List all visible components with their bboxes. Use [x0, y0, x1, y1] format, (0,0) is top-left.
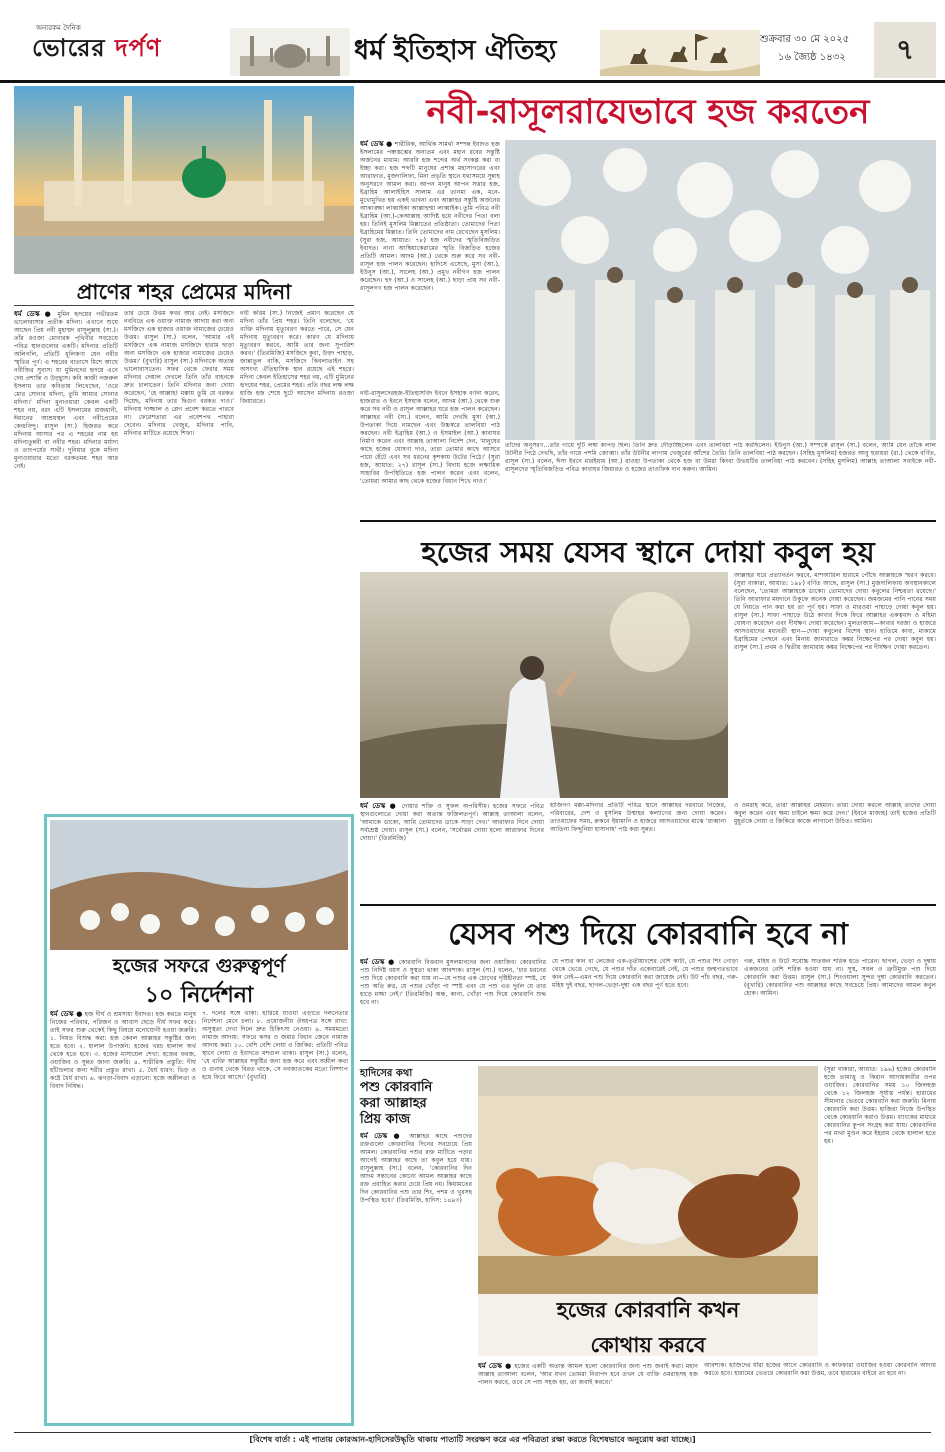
madina-column-1: [14, 310, 118, 790]
dua-col1-text: দোয়ার শক্তি ও সুফল অপরিসীম। হজের সফরে পবিত্র স্থানগুলোতে দোয়া করা অত্যন্ত ফজিলতপূর্ণ। আল্লাহ তাআলা বলেন, 'আমাকে ডাকো, আমি তোমাদের ডাকে সাড়া দেব।' আরাফার দিনে দোয়া সর্বশ্রেষ্ঠ দোয়া। রাসুল (সা.) বলেন, 'সর্বোত্তম দোয়া হলো আরাফার দিনের দোয়া।' (তিরমিজি): [360, 803, 544, 842]
madina-headline-rule: [14, 305, 354, 306]
hadith-byline: ধর্ম ডেস্ক ●: [360, 1132, 404, 1140]
hajj-guide-column-2: ৭. দলের সঙ্গে থাকা: হারিয়ে যাওয়া এড়াতে দলনেতার নির্দেশনা মেনে চলা। ৮. প্রয়োজনীয় ঔষধপত্র সঙ্গে রাখা: অসুস্থতা দেখা দিলে দ্রুত চিকিৎসা নেওয়া। ৯. সময়মতো নামাজ আদায়: সফরে কসর ও জমার বিধান জেনে নামাজ আদায় করা। ১০. বেশি বেশি দোয়া ও জিকির: প্রতিটি পবিত্র স্থানে দোয়া ও ইবাদতে মশগুল থাকা। রাসুল (সা.) বলেন, 'যে ব্যক্তি আল্লাহর সন্তুষ্টির জন্য হজ করে এবং অশ্লীল কথা ও গুনাহ থেকে বিরত থাকে, সে নবজাতকের মতো নিষ্পাপ হয়ে ফিরে আসে।' (বুখারি): [202, 1010, 348, 1081]
hajj-pilgrims-mountain-photo: [50, 820, 348, 950]
dua-article-bottom-rule: [360, 904, 936, 906]
dua-headline: হজের সময় যেসব স্থানে দোয়া কবুল হয়: [421, 535, 875, 569]
qurbani-col1-text: কোরবানি বিত্তবান মুসলমানদের জন্য ওয়াজিব। কোরবানির পশু নির্দিষ্ট বয়স ও সুস্থতা থাকা আবশ্যক। রাসুল (সা.) বলেন, 'চার ধরনের পশু দিয়ে কোরবানি করা যায় না—যে পশুর এক চোখের দৃষ্টিহীনতা স্পষ্ট, যে পশু অতি রুগ্ন, যে পশুর খোঁড়া পা স্পষ্ট এবং যে পশু এত দুর্বল যে তার হাড়ে মজ্জা নেই।' (তিরমিজি) অন্ধ, কানা, খোঁড়া পশু দিয়ে কোরবানি শুদ্ধ হবে না।: [360, 959, 546, 1006]
hajj-qurbani-headline: [478, 1294, 818, 1364]
qurbani-byline: ধর্ম ডেস্ক ●: [360, 958, 396, 966]
main-column-3: তাঁদের অনুসরণ...তাঁর গায়ে দুটি লম্বা কাপড় ছিল। তিনি দ্রুত দৌড়াচ্ছিলেন এবং তালবিয়া পাঠ করছিলেন। ইউনুস (আ.) সম্পর্কে রাসূল (সা.) বলেন, আমি যেন তাঁকে লাল উটনীর পিঠে দেখছি, তাঁর গায়ে পশমি জোব্বা। তাঁর উটনীর লাগাম খেজুরের আঁশের তৈরি। তিনি তালবিয়া পাঠ করছেন। (সহিহ মুসলিম) হজরত আবু হুরায়রা (রা.) থেকে বর্ণিত, রাসূল (সা.) বলেন, ঈসা ইবনে মারইয়াম (আ.) রাওহা উপত্যকা থেকে হজ বা উমরা কিংবা উভয়টির তালবিয়া পাঠ করবেন। (সহিহ মুসলিম) আল্লাহ তাআলা সবাইকে নবী-রাসূলদের স্মৃতিবিজড়িত পবিত্র কাবাঘর জিয়ারত ও হজের তাওফিক দান করুন। আমিন।: [505, 442, 936, 473]
qurbani-article-bottom-rule: [360, 1060, 936, 1061]
qurbani-column-2: যে পশুর কান বা লেজের এক-তৃতীয়াংশের বেশি কাটা, যে পশুর শিং গোড়া থেকে ভেঙে গেছে, যে পশুর দাঁত একেবারেই নেই, যে পশুর জন্মগতভাবে কান নেই—এমন পশু দিয়ে কোরবানি করা জায়েজ নেই। উট পাঁচ বছর, গরু-মহিষ দুই বছর, ছাগল-ভেড়া-দুম্বা এক বছর পূর্ণ হতে হবে।: [552, 958, 738, 989]
madina-mosque-photo: [14, 86, 354, 274]
hajj-guide-col1-text: হজ দীর্ঘ ও শ্রমসাধ্য ইবাদত। হজ করতে মানুষ নিজের পরিবার, পরিজন ও আবাস ছেড়ে দীর্ঘ সফর করে। তাই সফর শুরু থেকেই কিছু বিষয়ে মনোযোগী হওয়া জরুরি। ১. নিয়ত বিশুদ্ধ করা: হজ কেবল আল্লাহর সন্তুষ্টির জন্য হতে হবে। ২. হালাল উপার্জন: হজের খরচ হালাল অর্থ থেকে হতে হবে। ৩. হজের মাসায়েল শেখা: হজের ফরজ, ওয়াজিব ও সুন্নত জানা জরুরি। ৪. শারীরিক প্রস্তুতি: দীর্ঘ হাঁটাচলার জন্য শরীর প্রস্তুত রাখা। ৫. ধৈর্য ধারণ: ভিড় ও কষ্টে ধৈর্য রাখা। ৬. ঝগড়া-বিবাদ এড়ানো: হজে অশ্লীলতা ও বিবাদ নিষিদ্ধ।: [50, 1011, 196, 1090]
hadith-body: [360, 1132, 472, 1354]
dua-column-3: ও ওমরাহ করে, তারা আল্লাহর মেহমান। তারা দোয়া করলে আল্লাহ তাদের দোয়া কবুল করেন এবং ক্ষমা চাইলে ক্ষমা করে দেন।' (ইবনে মাজাহ) তাই হজের প্রতিটি মুহূর্তকে দোয়া ও জিকিরে কাজে লাগানো উচিত। আমিন।: [734, 802, 936, 825]
madina-col1-text: মুমিন হৃদয়ের গভীরতম ভালোবাসার প্রতীক মদিনা। এখানে শুয়ে আছেন প্রিয় নবী মুহাম্মদ রাসুলুল্লাহ (সা.)। তাঁর রওজা মোবারক পৃথিবীর সবচেয়ে পবিত্র স্থানগুলোর একটি। মদিনার প্রতিটি অলিগলি, প্রতিটি ধূলিকণা যেন নবীর স্মৃতির পূর্ণ। এ শহরের বাতাসে মিশে আছে নবীজির সুবাস। যা মুমিনদের হৃদয়ে এনে দেয় প্রশান্তি ও উচ্ছ্বাস। কবি কাজী নজরুল ইসলাম তার কবিতায় লিখেছেন, 'ওরে মোর সোনার মদিনা, তুমি আমার সোনার মদিনা।' মদিনা মুনাওয়ারা কেবল একটি শহর নয়, বরং এটি ইসলামের রাজধানী, ঈমানের আশ্রয়স্থল এবং নবীপ্রেমের কেন্দ্রবিন্দু। রাসুল (সা.) হিজরত করে মদিনায় আসার পর এ শহরের নাম হয় মদিনাতুন্নবী বা নবীর শহর। মদিনার মর্যাদা ও তাৎপর্যের সাথী। দুনিয়ার বুকে মদিনা মুনাওয়ারার মতো বরকতময় শহর আর নেই।: [14, 311, 118, 470]
main-column-2: নবী-রাসূলদেরহজ-ইতিহাসবিদ ইবনে ইসহাক বর্ণনা করেন, হাজরাত ও ইবনে ইসহাক বলেন, আদম (আ.) থেকে শুরু করে সব নবী ও রাসূল আল্লাহর ঘরে হজ পালন করেছেন। আল্লাহর নবী (সা.) বলেন, আমি দেখছি মুসা (আ.) উপত্যকা দিয়ে নামছেন এবং উচ্চস্বরে তালবিয়া পাঠ করছেন। নবী ইব্রাহিম (আ.) ও ইসমাইল (আ.) কাবাঘর নির্মাণ করেন এবং আল্লাহ তাআলা নির্দেশ দেন, 'মানুষের কাছে হজের ঘোষণা দাও, তারা তোমার কাছে আসবে পায়ে হেঁটে এবং সব ধরনের কৃশকায় উটের পিঠে।' (সুরা হজ, আয়াত: ২৭) রাসূল (সা.) বিদায় হজে লক্ষাধিক সাহাবির উপস্থিতিতে হজ পালন করেন এবং বলেন, 'তোমরা আমার কাছ থেকে হজের বিধান শিখে নাও।': [360, 390, 500, 485]
footer-notice: [বিশেষ বার্তা : এই পাতায় কোরআন-হাদিসেরউদ্ধৃতি থাকায় পাতাটি সংরক্ষণ করে এর পবিত্রতা রক্ষা করতে বিশেষভাবে অনুরোধ করা যাচ্ছে।]: [14, 1432, 931, 1449]
mosque-skyline-illustration: [230, 28, 350, 76]
brand-name-part2: দর্পণ: [105, 34, 162, 62]
hadith-body-text: আল্লাহর কাছে পশুদের রক্তগুলো কোরবানির দিনের সবচেয়ে প্রিয় আমল। কোরবানির পশুর রক্ত মাটিতে পড়ার আগেই আল্লাহর কাছে তা কবুল হয়ে যায়। রাসুলুল্লাহ (সা.) বলেন, 'কোরবানির দিন আদম সন্তানের কোনো আমল আল্লাহর কাছে রক্ত প্রবাহিত করার চেয়ে প্রিয় নয়। কিয়ামতের দিন কোরবানির পশু তার শিং, পশম ও খুরসহ উপস্থিত হবে।' (তিরমিজি, হাদিস: ১৪৯৩): [360, 1133, 472, 1204]
brand-tagline: অন্যরকম দৈনিক: [36, 24, 81, 32]
hadith-kicker: হাদিসের কথা: [360, 1068, 413, 1079]
dua-column-1: [360, 802, 544, 898]
page-number: ৭: [874, 22, 936, 78]
madina-byline: ধর্ম ডেস্ক ●: [14, 310, 54, 318]
hajj-guide-headline-line2: ১০ নির্দেশনা: [144, 983, 254, 1008]
section-title: ধর্ম ইতিহাস ঐতিহ্য: [354, 35, 557, 66]
hadith-side-column: (সুরা বাকারা, আয়াত: ১৯৬) হজের কোরবানি হজে তামাত্তু ও কিরান আদায়কারীর ওপর ওয়াজিব। কোরবানির সময় ১০ জিলহজ থেকে ১২ জিলহজ সূর্যাস্ত পর্যন্ত। হারামের সীমানার ভেতরে কোরবানি করা জরুরি। মিনায় কোরবানি করা উত্তম। হাজিরা নিজে উপস্থিত থেকে কোরবানি করাও উত্তম। ব্যাংকের মাধ্যমে কোরবানির কুপন সংগ্রহ করা যায়। কোরবানির পর মাথা মুণ্ডন করে ইহরাম থেকে হালাল হতে হয়।: [824, 1066, 936, 1145]
dua-byline: ধর্ম ডেস্ক ●: [360, 802, 398, 810]
hajj-qurbani-byline: ধর্ম ডেস্ক ●: [478, 1362, 512, 1370]
hajj-qurbani-headline-line2: কোথায় করবে: [590, 1333, 706, 1357]
madina-column-2: তার চেয়ে উত্তম কবর আর নেই। মসজিদে নববিতে এক ওয়াক্ত নামাজ আদায় করা অন্য মসজিদে এক হাজার ওয়াক্ত নামাজের চেয়েও উত্তম। রাসুল (সা.) বলেন, 'আমার এই মসজিদে এক নামাজ মসজিদে হারাম ছাড়া অন্য মসজিদে এক হাজার নামাজের চেয়েও উত্তম।' (বুখারি) রাসুল (সা.) মদিনাকে অত্যন্ত ভালোবাসতেন। সফর থেকে ফেরার সময় মদিনার দেয়াল দেখলে তিনি তাঁর বাহনকে দ্রুত চালাতেন। তিনি মদিনার জন্য দোয়া করেছেন, 'হে আল্লাহ! মক্কায় তুমি যে বরকত দিয়েছ, মদিনায় তার দ্বিগুণ বরকত দাও।' মদিনায় দাজ্জাল ও প্লেগ প্রবেশ করতে পারবে না। ফেরেশতারা এর প্রবেশপথ পাহারা দেবেন। মদিনার খেজুর, মদিনার পানি, মদিনার মাটিতে রয়েছে শিফা।: [124, 310, 234, 437]
date-gregorian: শুক্রবার ৩০ মে ২০২৫: [760, 34, 850, 45]
dua-side-column: আল্লাহর ঘরে প্রত্যাবর্তন করবে, মাশআরিল হারামে পৌঁছে আল্লাহকে স্মরণ করবে। (সুরা বাকারা, আয়াত: ১৯৮) বর্ণিত আছে, রাসুল (সা.) মুজদালিফায় অবস্থানকালে বলেছেন, 'তোমরা আল্লাহকে ডাকো। তোমাদের দোয়া কবুলের নিশ্চয়তা রয়েছে।' তিনি আরাফার ময়দানে উকুফে অনেক দোয়া করেছেন। জমজমের পানি পানের সময় যে নিয়তে পান করা হয় তা পূর্ণ হয়। সাফা ও মারওয়া পাহাড়ে দোয়া কবুল হয়। রাসুল (সা.) সাফা পাহাড়ে উঠে কাবার দিকে ফিরে আল্লাহর একত্ববাদ ও মহিমা ঘোষণা করেছেন এবং দীর্ঘক্ষণ দোয়া করেছেন। মুলতাজাম—কাবার দরজা ও হাজরে আসওয়াদের মধ্যবর্তী স্থান—দোয়া কবুলের বিশেষ স্থান। হাতিমে কাবা, মাকামে ইব্রাহিমের পেছনে এবং মিনায় জামারাতে কঙ্কর নিক্ষেপের পর দোয়া কবুল হয়। রাসুল (সা.) প্রথম ও দ্বিতীয় জামারায় কঙ্কর নিক্ষেপের পর দীর্ঘক্ষণ দোয়া করতেন।: [734, 572, 936, 651]
hajj-qurbani-headline-line1: হজের কোরবানি কখন: [556, 1298, 740, 1322]
hajj-guide-headline-line1: হজের সফরে গুরুত্বপূর্ণ: [112, 955, 286, 977]
qurbani-headline: যেসব পশু দিয়ে কোরবানি হবে না: [448, 917, 848, 952]
hadith-headline-line4: প্রিয় কাজ: [360, 1112, 411, 1127]
camel-caravan-illustration: [600, 30, 760, 76]
brand-name-part1: ভোরের: [32, 34, 106, 62]
main-headline: নবী-রাসূলরাযেভাবে হজ করতেন: [426, 92, 870, 132]
hajj-qurbani-column-1: [478, 1362, 698, 1424]
hadith-headline: [360, 1080, 472, 1128]
newspaper-logo: [32, 30, 161, 70]
hajj-qurbani-col1-text: হজের একটি অত্যন্ত আমল হলো কোরবানির জন্য পশু জবাই করা। মহান আল্লাহ তাআলা বলেন, 'আর যখন তোমরা নিরাপদ হবে তখন যে ব্যক্তি ওমরাহসহ হজ পালন করবে, তবে সে পশু সহজ হয়, তা জবাই করবে।': [478, 1363, 698, 1386]
hajj-guide-column-1: [50, 1010, 196, 1422]
date-bengali: ১৬ জ্যৈষ্ঠ ১৪৩২: [778, 52, 846, 63]
qurbani-column-3: গরু, মহিষ ও উটে সর্বোচ্চ সাতজন শরিক হতে পারেন। ছাগল, ভেড়া ও দুম্বায় একজনের বেশি শরিক হওয়া যায় না। সুস্থ, সবল ও ত্রুটিমুক্ত পশু দিয়ে কোরবানি করা উত্তম। রাসুল (সা.) শিংওয়ালা সুন্দর দুম্বা কোরবানি করতেন। (বুখারি) কোরবানির পশু আল্লাহর কাছে সবচেয়ে প্রিয়। আমাদের আমল কবুল হোক। আমিন।: [744, 958, 936, 997]
qurbani-column-1: [360, 958, 546, 1056]
hajj-guide-byline: ধর্ম ডেস্ক ●: [50, 1010, 83, 1018]
praying-man-photo: [360, 572, 728, 798]
main-article-bottom-rule: [360, 520, 936, 522]
pilgrims-crowd-photo: [505, 140, 936, 440]
main-col1-text: শারীরিক, আর্থিক সামর্থ্য সম্পন্ন ইবাদত হজ ইসলামের পঞ্চস্তম্ভের অন্যতম এবং মহান রবের সন্তুষ্টি অর্জনের মাধ্যম। আরবি হজ শব্দের অর্থ সংকল্প করা বা ইচ্ছা করা। হজ শব্দটি মানুষের প্রশান্ত মহাসাগরের এবং আরাফাত, মুজদালিফা, মিনা প্রভৃতি স্থানে যথাসময়ে সুন্নাহ অনুসরণে আমল করা। আপন মানুষ আপন সত্তার হজ, ইব্রাহিম আলাইহিস সালাম এর তানমা এক, মনে-মুখোমুখিত হয় একই ভাবনা এবং আল্লাহর সন্তুষ্টি অর্জনের আকাঙ্ক্ষা লাব্বাইকা আল্লাহুম্মা লাব্বাইক। তুমি পবিত্র নবী ইব্রাহিম (আ.)-কেআল্লাহ আদিষ্ট হয়ে নবীদের পিতা বলা হয়। তিনিই মুসলিম মিল্লাতের প্রতিষ্ঠাতা। তোমাদের পিতা ইব্রাহিমের মিল্লাত। তিনি তোমাদের নাম রেখেছেন মুসলিম। (সুরা হজ, আয়াত: ৭৮) হজ নবীদের স্মৃতিবিজড়িত ইবাদত। নানা আম্বিয়াকেরামের স্মৃতি বিজড়িত হজের প্রতিটি আমল। আদম (আ.) থেকে শুরু করে সব নবী-রাসূল হজ পালন করেছেন। হাদিসে এসেছে, মুসা (আ.), ইউনুস (আ.), সালেহ (আ.) প্রমুখ নবীগণ হজ পালন করেছেন। হুদ (আ.) ও সালেহ (আ.) ছাড়া প্রায় সব নবী-রাসূলগণ হজ পালন করেছেন।: [360, 141, 500, 292]
dua-column-2: হাজিগণ মক্কা-মদিনার প্রতিটি পবিত্র স্থানে আল্লাহর দরবারে নিজের, পরিবারের, দেশ ও মুসলিম উম্মাহর কল্যাণের জন্য দোয়া করেন। তাওয়াফের সময়, রুকনে ইয়ামানি ও হাজরে আসওয়াদের মাঝে 'রাব্বানা আতিনা ফিদ্দুনিয়া হাসানাহ' পাঠ করা সুন্নত।: [550, 802, 726, 833]
hadith-headline-line3: করা আল্লাহর: [360, 1096, 427, 1111]
madina-column-3: নবী করিম (সা.) নিজেই প্রমাণ করেছেন যে মদিনা তাঁর প্রিয় শহর। তিনি বলেছেন, 'যে ব্যক্তি মদিনায় মৃত্যুবরণ করতে পারে, সে যেন মদিনায় মৃত্যুবরণ করে। কারণ যে মদিনায় মৃত্যুবরণ করবে, আমি তার জন্য সুপারিশ করব।' (তিরমিজি) মসজিদে কুবা, উহুদ পাহাড়, জান্নাতুল বাকি, মসজিদে কিবলাতাইন সহ অসংখ্য ঐতিহাসিক স্থান রয়েছে এই শহরে। মদিনা কেবল ইতিহাসের শহর নয়, এটি মুমিনের হৃদয়ের শহর, প্রেমের শহর। প্রতি বছর লক্ষ লক্ষ হাজি হজ শেষে ছুটে আসেন মদিনায় রওজা জিয়ারতে।: [240, 310, 354, 405]
main-byline: ধর্ম ডেস্ক ●: [360, 140, 393, 148]
hajj-qurbani-column-2: আবশ্যক। হাজিদের যাঁরা হজের আগে কোরবানি ও কাফফারা ওয়াজিব হওয়া কোরবানি আদায় করতে হবে। হারামের ভেতরে কোরবানি করা উত্তম, তবে হারামের বাইরে তা হবে না।: [704, 1362, 936, 1377]
masthead-divider: [0, 80, 945, 83]
hadith-headline-line2: পশু কোরবানি: [360, 1080, 433, 1095]
madina-headline: প্রাণের শহর প্রেমের মদিনা: [76, 280, 292, 304]
